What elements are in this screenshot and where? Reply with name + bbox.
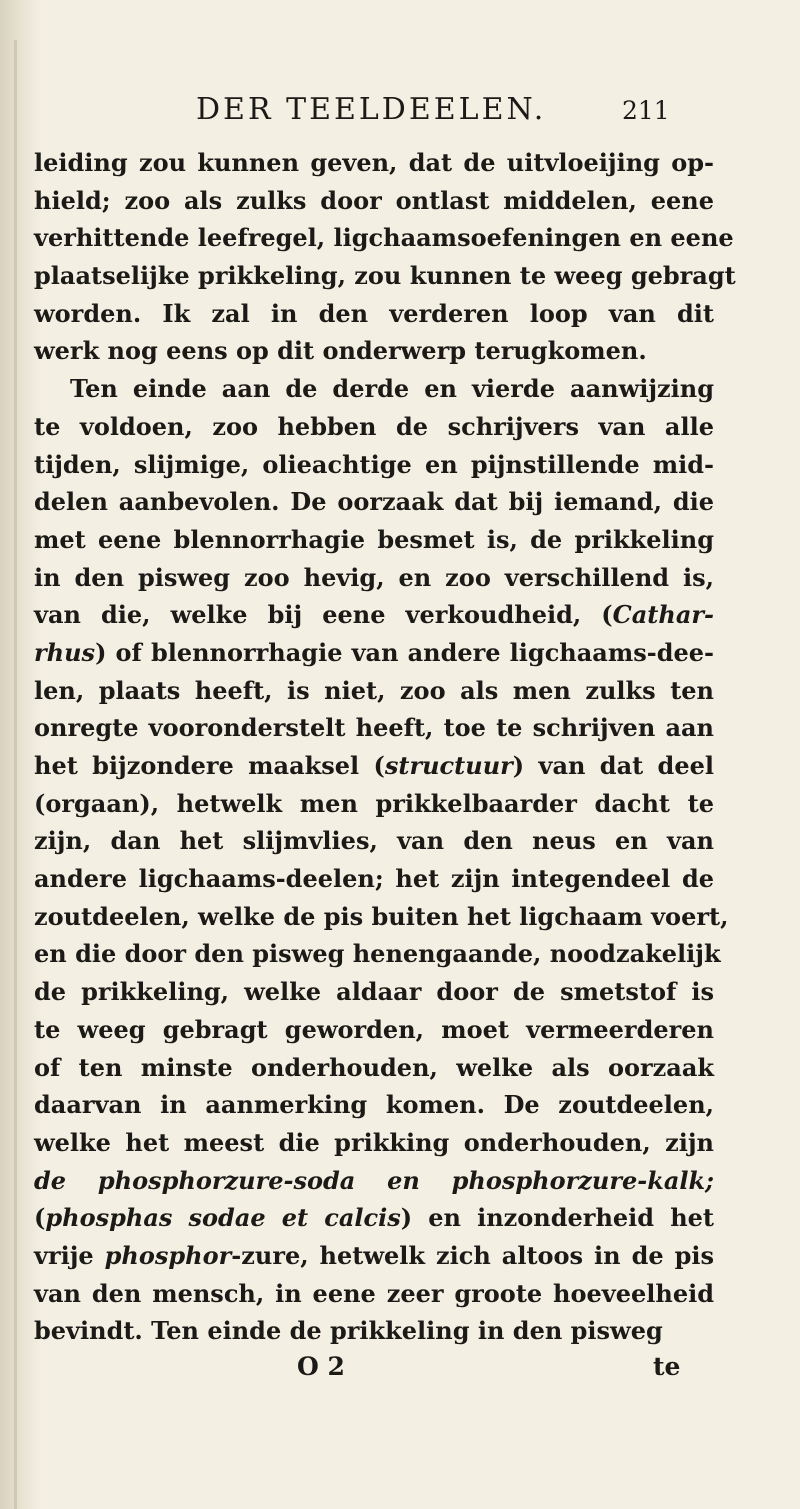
text-line [34,182,714,220]
text-line [34,559,714,597]
text-segment: van die, welke bij eene verkoudheid, ( [34,600,613,630]
italic-text: Cathar- [612,600,714,630]
text-line [34,935,721,973]
catchword: te [653,1352,681,1381]
text-segment: andere ligchaams-deelen; het zijn integendeel de [34,864,714,894]
italic-text: structuur [384,751,513,780]
text-line [34,1124,714,1162]
italic-text: phosphor [104,1240,232,1270]
text-segment: zijn, dan het slijmvlies, van den neus en van [34,826,714,856]
text-segment: tijden, slijmige, olieachtige en pijnstillende mid- [34,449,714,479]
text-segment: bevindt. Ten einde de prikkeling in den pisweg [34,1316,663,1346]
text-line [34,709,714,747]
signature-mark: O 2 [297,1352,345,1381]
text-line [34,898,729,936]
text-segment: worden. Ik zal in den verderen loop van dit [34,298,714,328]
text-segment: ) en inzonderheid het [400,1203,714,1233]
text-line [34,446,714,484]
text-line [34,596,714,634]
text-segment: (orgaan), hetwelk men prikkelbaarder dacht te [34,788,714,818]
text-line [34,408,714,446]
text-segment: len, plaats heeft, is niet, zoo als men zulks ten [34,675,714,705]
text-segment: welke het meest die prikking onderhouden, zijn [34,1127,714,1157]
text-segment: ( [34,1203,46,1233]
text-segment: leiding zou kunnen geven, dat de uitvloeijing op- [34,148,714,177]
text-segment: werk nog eens op dit onderwerp terugkomen. [34,336,647,366]
text-segment: hield; zoo als zulks door ontlast middelen, eene [34,185,714,215]
text-segment: delen aanbevolen. De oorzaak dat bij iemand, die [34,487,714,517]
italic-text: de phosphorzure-soda en phosphorzure-kalk; [34,1165,714,1195]
text-line [34,1237,714,1275]
text-line [34,219,734,257]
text-line [34,257,736,295]
text-line [34,144,714,182]
text-line [34,672,714,710]
text-line [34,295,714,333]
text-segment: plaatselijke prikkeling, zou kunnen te weeg gebragt [34,261,736,291]
italic-text: phosphas sodae et calcis [45,1203,401,1233]
text-line [34,521,714,559]
text-segment: ) of blennorrhagie van andere ligchaams-dee- [95,637,714,667]
text-line [34,1275,714,1313]
text-segment: -zure, hetwelk zich altoos in de pis [231,1240,715,1270]
text-line [34,370,714,408]
text-line [34,785,714,823]
text-line [34,1011,714,1049]
text-line [34,332,714,370]
text-line [34,483,714,521]
text-line [34,860,714,898]
text-segment: vrije [34,1240,105,1270]
italic-text: rhus [34,637,96,667]
text-segment: in den pisweg zoo hevig, en zoo verschillend is, [34,562,714,592]
page-edge [14,40,17,1509]
text-segment: Ten einde aan de derde en vierde aanwijzing [70,374,714,404]
page-number: 211 [622,96,670,125]
text-segment: verhittende leefregel, ligchaamsoefeningen en eene [34,223,734,253]
text-segment: met eene blennorrhagie besmet is, de prikkeling [34,524,714,554]
text-segment: onregte vooronderstelt heeft, toe te schrijven aan [34,713,714,743]
body-text [34,144,736,1350]
text-line [34,1199,714,1237]
text-line [34,973,714,1011]
text-line [34,634,714,672]
text-segment: de prikkeling, welke aldaar door de smetstof is [34,977,714,1007]
text-segment: en die door den pisweg henengaande, noodzakelijk [34,939,721,969]
page-footer [0,1352,800,1392]
running-head: DER TEELDEELEN. [196,92,547,127]
text-line [34,1049,714,1087]
text-segment: van den mensch, in eene zeer groote hoeveelheid [34,1278,714,1308]
text-line [34,1162,714,1200]
text-line [34,822,714,860]
text-segment: daarvan in aanmerking komen. De zoutdeelen, [34,1090,714,1120]
text-segment: te weeg gebragt geworden, moet vermeerderen [34,1014,714,1044]
text-segment: te voldoen, zoo hebben de schrijvers van alle [34,411,714,441]
text-segment: zoutdeelen, welke de pis buiten het ligchaam voert, [34,901,729,931]
text-line [34,1312,714,1350]
text-segment: ) van dat deel [512,751,714,780]
text-segment: het bijzondere maaksel ( [34,751,385,780]
text-segment: of ten minste onderhouden, welke als oorzaak [34,1052,714,1082]
text-line [34,1086,714,1124]
page-header [0,92,800,138]
text-line [34,747,714,785]
